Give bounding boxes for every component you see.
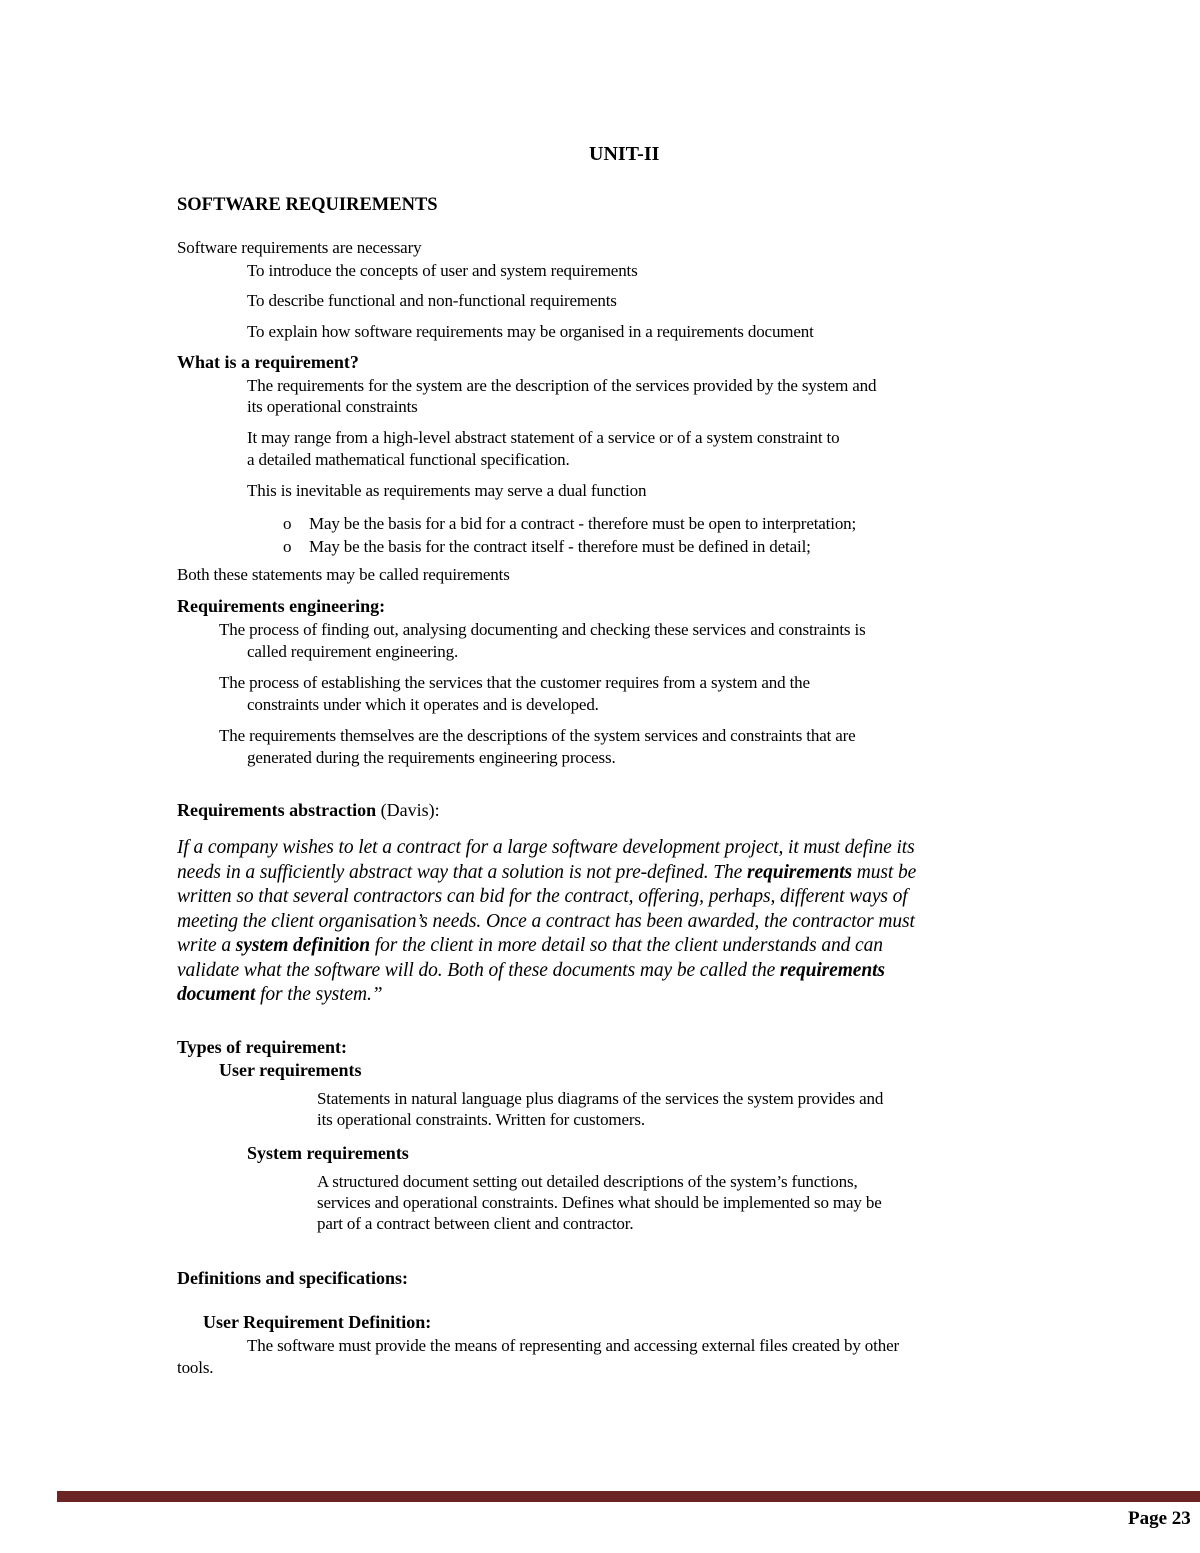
types-heading: Types of requirement: <box>177 1037 347 1057</box>
req-eng-p3-line2: generated during the requirements engineering process. <box>247 748 616 767</box>
system-req-line3: part of a contract between client and contractor. <box>317 1214 634 1233</box>
bullet-text: May be the basis for the contract itself - therefore must be defined in detail; <box>309 537 811 556</box>
footer-divider <box>57 1491 1200 1502</box>
what-is-heading: What is a requirement? <box>177 352 359 372</box>
intro-lead: Software requirements are necessary <box>177 238 422 257</box>
abstraction-heading-suffix: (Davis): <box>376 800 440 820</box>
quote-line: needs in a sufficiently abstract way that a solution is not pre-defined. The requirements must be <box>177 861 917 883</box>
system-req-line2: services and operational constraints. Defines what should be implemented so may be <box>317 1193 882 1212</box>
bullet-marker: o <box>283 537 292 556</box>
quote-emphasis: requirements <box>747 861 853 883</box>
what-is-p1-line2: its operational constraints <box>247 397 418 416</box>
abstraction-heading-line <box>177 801 440 819</box>
req-eng-p2-line1: The process of establishing the services that the customer requires from a system and the <box>219 673 810 692</box>
definitions-heading: Definitions and specifications: <box>177 1268 409 1288</box>
abstraction-heading: Requirements abstraction <box>177 800 377 820</box>
page-number: Page 23 <box>1128 1508 1191 1529</box>
quote-line: If a company wishes to let a contract for a large software development project, it must define its <box>177 837 915 858</box>
quote-line: document for the system.” <box>177 984 383 1005</box>
intro-item-1: To introduce the concepts of user and system requirements <box>247 261 638 280</box>
req-eng-heading: Requirements engineering: <box>177 596 386 616</box>
user-req-line2: its operational constraints. Written for customers. <box>317 1110 645 1129</box>
user-req-line1: Statements in natural language plus diagrams of the services the system provides and <box>317 1089 884 1108</box>
list-item <box>283 538 811 555</box>
user-def-line1: The software must provide the means of representing and accessing external files created by other <box>247 1336 899 1355</box>
req-eng-p1-line2: called requirement engineering. <box>247 642 459 661</box>
user-def-heading: User Requirement Definition: <box>203 1312 432 1332</box>
section-title: SOFTWARE REQUIREMENTS <box>177 195 438 215</box>
bullet-text: May be the basis for a bid for a contract - therefore must be open to interpretation; <box>309 514 857 533</box>
quote-line: write a system definition for the client in more detail so that the client understands and can <box>177 935 883 956</box>
req-eng-p1-line1: The process of finding out, analysing documenting and checking these services and constraints is <box>219 620 866 639</box>
bullet-marker: o <box>283 514 292 533</box>
what-is-closing: Both these statements may be called requirements <box>177 565 510 584</box>
req-eng-p2-line2: constraints under which it operates and is developed. <box>247 695 599 714</box>
quote-line: meeting the client organisation’s needs. Once a contract has been awarded, the contractor must <box>177 910 915 932</box>
quote-emphasis: system definition <box>235 935 371 956</box>
what-is-p2-line1: It may range from a high-level abstract statement of a service or of a system constraint to <box>247 428 840 447</box>
what-is-p3: This is inevitable as requirements may serve a dual function <box>247 481 647 500</box>
user-def-line2: tools. <box>177 1358 214 1377</box>
req-eng-p3-line1: The requirements themselves are the descriptions of the system services and constraints that are <box>219 726 856 745</box>
what-is-p1-line1: The requirements for the system are the description of the services provided by the system and <box>247 376 877 395</box>
quote-line: validate what the software will do. Both of these documents may be called the requirements <box>177 959 885 981</box>
what-is-p2-line2: a detailed mathematical functional specification. <box>247 450 570 469</box>
davis-quote <box>177 836 1017 1008</box>
intro-item-2: To describe functional and non-functional requirements <box>247 291 617 310</box>
list-item <box>283 515 856 532</box>
quote-line: written so that several contractors can bid for the contract, offering, perhaps, different ways of <box>177 886 908 907</box>
quote-emphasis: requirements <box>779 959 885 981</box>
system-req-heading: System requirements <box>247 1143 409 1163</box>
unit-title: UNIT-II <box>589 143 660 165</box>
intro-item-3: To explain how software requirements may be organised in a requirements document <box>247 322 814 341</box>
user-req-heading: User requirements <box>219 1060 362 1080</box>
quote-emphasis: document <box>177 984 256 1005</box>
system-req-line1: A structured document setting out detailed descriptions of the system’s functions, <box>317 1172 858 1191</box>
